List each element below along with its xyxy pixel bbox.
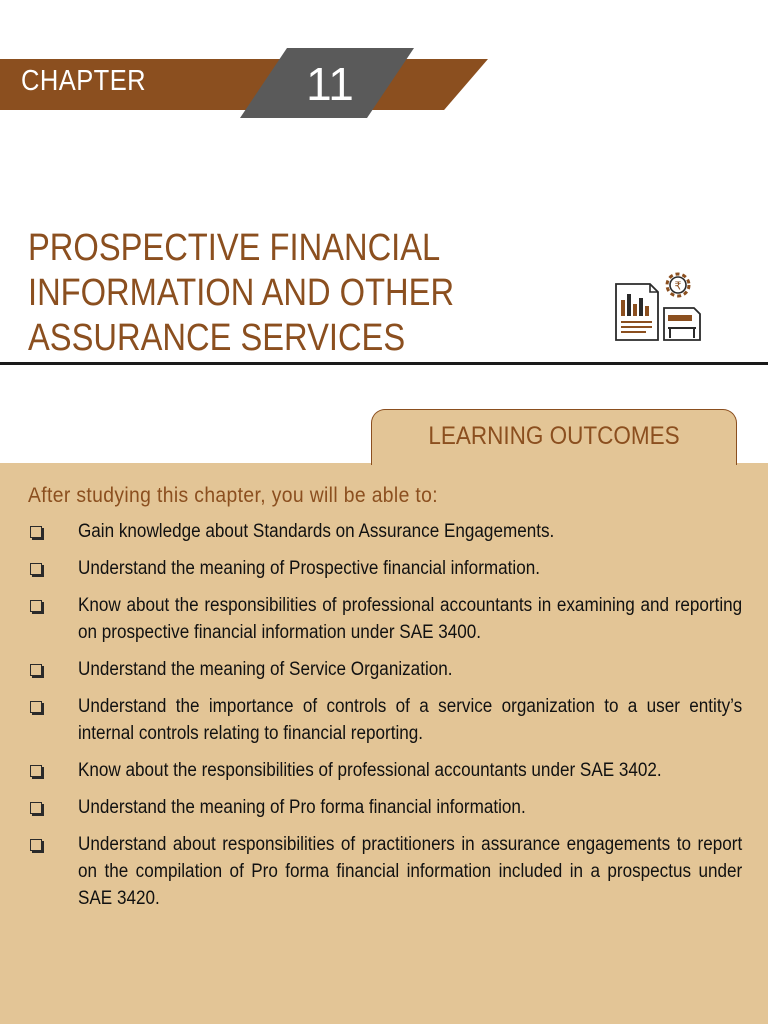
checkbox-bullet-icon [30,526,42,538]
learning-outcomes-intro: After studying this chapter, you will be able to: [28,484,439,507]
checkbox-bullet-icon [30,701,42,713]
gear-icon [667,274,689,296]
chapter-label: CHAPTER [21,65,147,97]
list-item-text: Understand the importance of controls of a service organization to a user entity’s internal controls relating to financial reporting. [78,696,743,744]
checkbox-bullet-icon [30,563,42,575]
svg-text:₹: ₹ [674,279,682,293]
list-item [28,656,743,683]
learning-outcomes-heading: LEARNING OUTCOMES [428,422,680,450]
chapter-title-line: PROSPECTIVE FINANCIAL [28,227,441,269]
checkbox-bullet-icon [30,664,42,676]
chapter-title-line: INFORMATION AND OTHER [28,272,455,314]
checkbox-bullet-icon [30,802,42,814]
chapter-title-line: ASSURANCE SERVICES [28,317,406,359]
list-item-text: Understand the meaning of Pro forma financial information. [78,797,526,818]
list-item [28,693,743,747]
chapter-number: 11 [306,58,354,110]
checkbox-bullet-icon [30,600,42,612]
list-item-text: Gain knowledge about Standards on Assurance Engagements. [78,521,555,542]
chapter-title [28,226,510,361]
financial-report-gear-icon [612,268,704,344]
form-document-icon [664,308,700,340]
checkbox-bullet-icon [30,839,42,851]
list-item [28,794,743,821]
learning-outcomes-list [28,518,743,922]
list-item-text: Understand the meaning of Prospective financial information. [78,558,540,579]
report-document-icon [616,284,658,340]
checkbox-bullet-icon [30,765,42,777]
list-item [28,831,743,912]
list-item-text: Understand about responsibilities of practitioners in assurance engagements to report on the compilation of Pro forma financial information included in a prospectus under SAE 3420. [78,834,743,909]
list-item [28,757,743,784]
list-item-text: Know about the responsibilities of professional accountants under SAE 3402. [78,760,662,781]
list-item-text: Understand the meaning of Service Organization. [78,659,453,680]
list-item [28,518,743,545]
list-item [28,555,743,582]
list-item [28,592,743,646]
title-divider [0,362,768,365]
list-item-text: Know about the responsibilities of professional accountants in examining and reporting on prospective financial information under SAE 3400. [78,595,743,643]
